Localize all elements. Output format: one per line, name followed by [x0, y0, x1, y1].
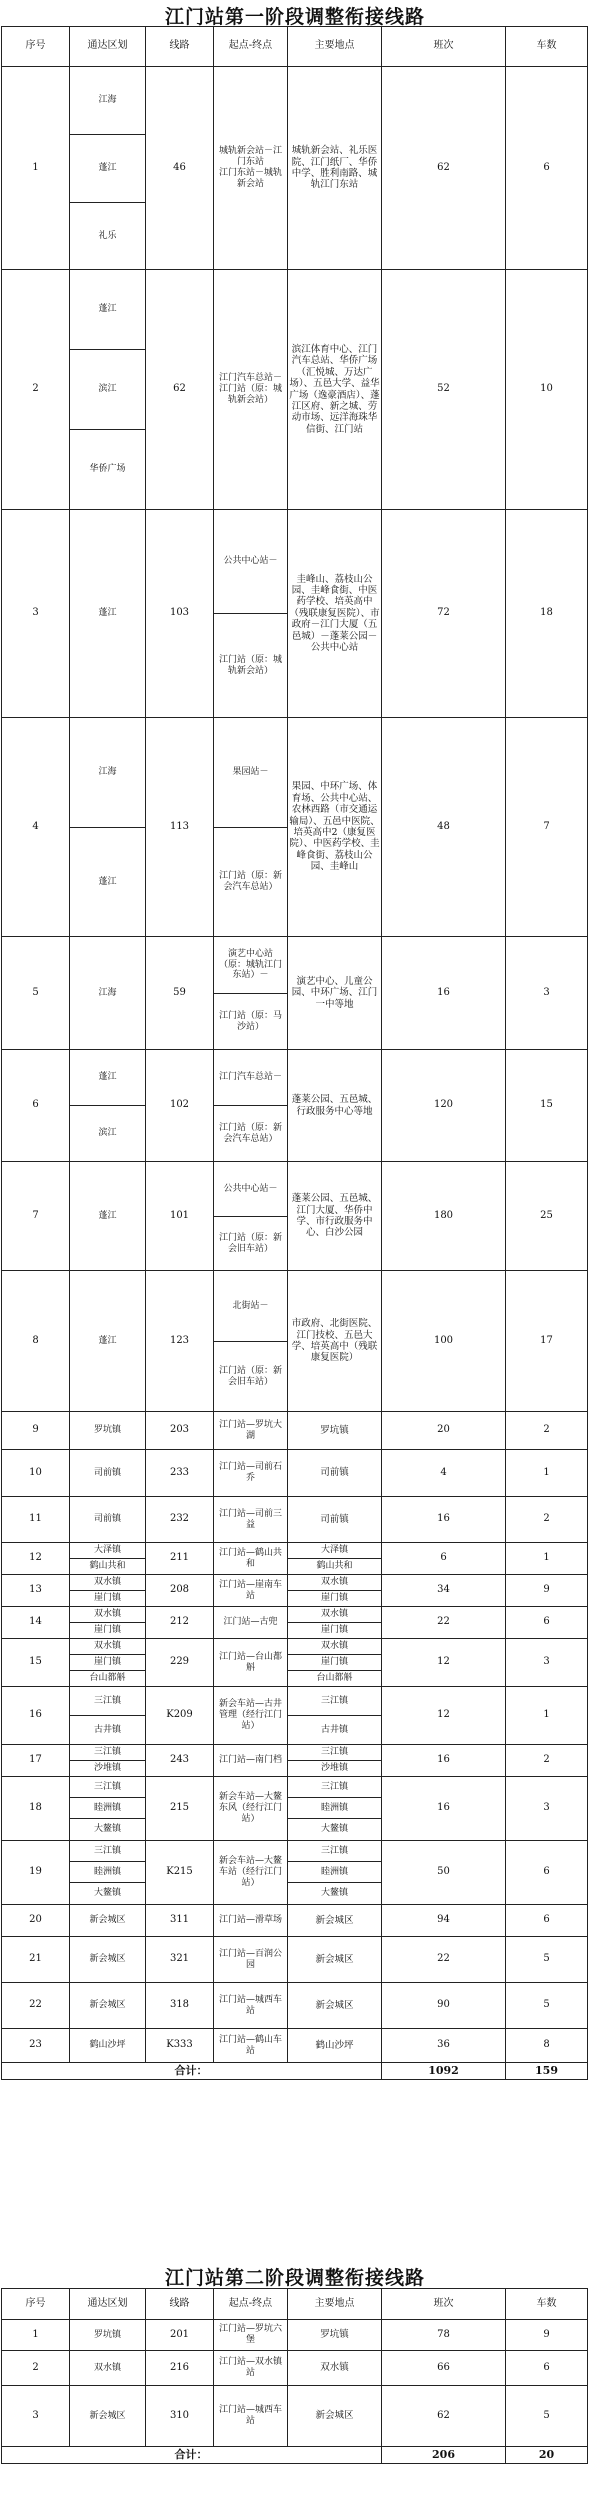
route-end: 江门站—南门档 — [218, 1755, 282, 1766]
table-row — [2, 510, 588, 614]
route-ends: 江门站（原：马沙站） — [214, 994, 288, 1050]
main-stops: 大鳌镇 — [288, 1883, 382, 1905]
route-end: 江门站—鹤山共和 — [218, 1547, 282, 1569]
line-number: 321 — [146, 1937, 214, 1983]
table-row — [2, 2351, 588, 2386]
main-stops: 鹤山沙坪 — [288, 2029, 382, 2063]
main-stops: 台山都斛 — [288, 1671, 382, 1687]
line-number: 215 — [146, 1777, 214, 1841]
area-cell: 华侨广场 — [70, 430, 146, 510]
area-cell: 睦洲镇 — [70, 1798, 146, 1819]
vehicle-count: 1 — [506, 1450, 588, 1497]
route-ends — [214, 1745, 288, 1777]
table-row — [2, 2386, 588, 2447]
route-end: 江门站—崖南车站 — [218, 1579, 282, 1601]
route-ends: 江门汽车总站－ — [214, 1050, 288, 1106]
line-number: 59 — [146, 937, 214, 1050]
vehicle-count: 17 — [506, 1271, 588, 1412]
line-number: 233 — [146, 1450, 214, 1497]
route-ends — [214, 270, 288, 510]
trips-count: 62 — [382, 67, 506, 270]
table-row — [2, 1497, 588, 1543]
table-row — [2, 1905, 588, 1937]
trips-count: 22 — [382, 1937, 506, 1983]
area-name: 蓬江 — [98, 1210, 117, 1221]
area-cell: 睦洲镇 — [70, 1862, 146, 1883]
trips-count: 120 — [382, 1050, 506, 1162]
vehicle-count: 3 — [506, 1639, 588, 1687]
table-row — [2, 2320, 588, 2351]
header-col-area: 通达区划 — [70, 27, 146, 67]
main-stops: 沙堆镇 — [288, 1761, 382, 1777]
trips-count: 16 — [382, 1777, 506, 1841]
total-trips: 206 — [382, 2447, 506, 2464]
area-cell: 鹤山沙坪 — [70, 2029, 146, 2063]
total-vehicles: 159 — [506, 2063, 588, 2080]
vehicle-count: 1 — [506, 1543, 588, 1575]
route-ends — [214, 1575, 288, 1607]
vehicle-count: 6 — [506, 2351, 588, 2386]
header-col-vehicles: 车数 — [506, 2289, 588, 2320]
area-cell: 崖门镇 — [70, 1623, 146, 1639]
main-stops: 双水镇 — [288, 1575, 382, 1591]
total-row — [2, 2063, 588, 2080]
vehicle-count: 3 — [506, 937, 588, 1050]
row-number: 22 — [2, 1983, 70, 2029]
area-cell: 沙堆镇 — [70, 1761, 146, 1777]
main-stops: 双水镇 — [288, 2351, 382, 2386]
trips-count: 78 — [382, 2320, 506, 2351]
table-row — [2, 1162, 588, 1217]
vehicle-count: 6 — [506, 1607, 588, 1639]
row-number: 1 — [2, 67, 70, 270]
table-row — [2, 1450, 588, 1497]
trips-count: 20 — [382, 1412, 506, 1450]
header-col-line: 线路 — [146, 2289, 214, 2320]
route-ends: 江门站—滑草场 — [214, 1905, 288, 1937]
header-col-stops: 主要地点 — [288, 2289, 382, 2320]
row-number: 4 — [2, 718, 70, 937]
row-number: 7 — [2, 1162, 70, 1271]
row-number: 18 — [2, 1777, 70, 1841]
main-stops: 市政府、北街医院、江门技校、五邑大学、培英高中（残联康复医院） — [288, 1271, 382, 1412]
line-number: 113 — [146, 718, 214, 937]
trips-count: 90 — [382, 1983, 506, 2029]
area-cell: 三江镇 — [70, 1687, 146, 1716]
table-row — [2, 67, 588, 135]
table1-header-row — [2, 27, 588, 67]
vehicle-count: 5 — [506, 1937, 588, 1983]
total-trips: 1092 — [382, 2063, 506, 2080]
trips-count: 48 — [382, 718, 506, 937]
main-stops: 果园、中环广场、体育场、公共中心站、农林西路（市交通运输局）、五邑中医院、培英高中2（康复医院）、中医药学校、圭峰食街、荔枝山公园、圭峰山 — [288, 718, 382, 937]
area-name: 蓬江 — [98, 608, 117, 619]
route-ends — [214, 1687, 288, 1745]
header-col-area: 通达区划 — [70, 2289, 146, 2320]
main-stops: 罗坑镇 — [288, 2320, 382, 2351]
area-cell: 罗坑镇 — [70, 1412, 146, 1450]
table-row — [2, 1271, 588, 1342]
main-stops: 滨江体育中心、江门汽车总站、华侨广场（汇悦城、万达广场）、五邑大学、益华广场（逸豪酒店）、蓬江区府、新之城、劳动市场、远洋海珠华信街、江门站 — [288, 270, 382, 510]
main-stops: 大泽镇 — [288, 1543, 382, 1559]
table-row — [2, 270, 588, 350]
line-number: 243 — [146, 1745, 214, 1777]
header-col-ends: 起点-终点 — [214, 2289, 288, 2320]
route-ends: 江门站—百润公园 — [214, 1937, 288, 1983]
trips-count: 62 — [382, 2386, 506, 2447]
main-stops: 三江镇 — [288, 1777, 382, 1798]
route-ends: 演艺中心站（原：城轨江门东站）－ — [214, 937, 288, 994]
table-row — [2, 1607, 588, 1623]
row-number: 12 — [2, 1543, 70, 1575]
row-number: 8 — [2, 1271, 70, 1412]
area-cell: 双水镇 — [70, 1607, 146, 1623]
vehicle-count: 2 — [506, 1497, 588, 1543]
route-end: 江门站—古兜 — [223, 1617, 278, 1628]
vehicle-count: 15 — [506, 1050, 588, 1162]
area-cell: 礼乐 — [70, 203, 146, 270]
main-stops: 双水镇 — [288, 1639, 382, 1655]
table-row — [2, 937, 588, 994]
route-ends: 北街站－ — [214, 1271, 288, 1342]
main-stops: 新会城区 — [288, 1905, 382, 1937]
table-row — [2, 1841, 588, 1862]
line-number: K333 — [146, 2029, 214, 2063]
table-row — [2, 1937, 588, 1983]
main-stops: 演艺中心、儿童公园、中环广场、江门一中等地 — [288, 937, 382, 1050]
total-vehicles: 20 — [506, 2447, 588, 2464]
route-end: 新会车站—大鳌车站（经行江门站） — [218, 1856, 282, 1888]
table-row — [2, 718, 588, 828]
route-ends: 江门站—城西车站 — [214, 1983, 288, 2029]
area-cell — [70, 1162, 146, 1271]
line-number: 203 — [146, 1412, 214, 1450]
line-number: 102 — [146, 1050, 214, 1162]
main-stops: 蓬莱公园、五邑城、行政服务中心等地 — [288, 1050, 382, 1162]
trips-count: 12 — [382, 1687, 506, 1745]
area-cell: 台山都斛 — [70, 1671, 146, 1687]
row-number: 2 — [2, 270, 70, 510]
total-label: 合计： — [2, 2063, 382, 2080]
trips-count: 52 — [382, 270, 506, 510]
main-stops: 新会城区 — [288, 1983, 382, 2029]
area-cell: 罗坑镇 — [70, 2320, 146, 2351]
table2 — [1, 2288, 588, 2464]
vehicle-count: 2 — [506, 1745, 588, 1777]
route-ends — [214, 67, 288, 270]
table2-title: 江门站第二阶段调整衔接线路 — [164, 2267, 425, 2289]
route-ends: 江门站（原：城轨新会站） — [214, 614, 288, 718]
area-cell: 蓬江 — [70, 135, 146, 203]
main-stops: 三江镇 — [288, 1745, 382, 1761]
trips-count: 36 — [382, 2029, 506, 2063]
trips-count: 72 — [382, 510, 506, 718]
vehicle-count: 7 — [506, 718, 588, 937]
route-end: 江门汽车总站－ — [218, 373, 282, 384]
route-ends: 江门站—罗坑大湖 — [214, 1412, 288, 1450]
area-cell: 蓬江 — [70, 270, 146, 350]
line-number: 101 — [146, 1162, 214, 1271]
area-cell: 崖门镇 — [70, 1591, 146, 1607]
route-ends: 公共中心站－ — [214, 510, 288, 614]
table-row — [2, 2029, 588, 2063]
line-number: 216 — [146, 2351, 214, 2386]
vehicle-count: 9 — [506, 2320, 588, 2351]
route-end: 江门站（原：城轨新会站） — [218, 384, 282, 405]
main-stops: 古井镇 — [288, 1716, 382, 1745]
table-row — [2, 1777, 588, 1798]
area-cell: 蓬江 — [70, 1050, 146, 1106]
trips-count: 94 — [382, 1905, 506, 1937]
main-stops: 三江镇 — [288, 1841, 382, 1862]
table2-header-row — [2, 2289, 588, 2320]
route-ends: 果园站－ — [214, 718, 288, 828]
route-ends: 江门站（原：新会旧车站） — [214, 1342, 288, 1412]
route-end: 城轨新会站－江门东站 — [218, 146, 282, 168]
row-number: 9 — [2, 1412, 70, 1450]
line-number: 212 — [146, 1607, 214, 1639]
area-cell: 崖门镇 — [70, 1655, 146, 1671]
table-row — [2, 1745, 588, 1761]
trips-count: 180 — [382, 1162, 506, 1271]
main-stops: 司前镇 — [288, 1497, 382, 1543]
row-number: 11 — [2, 1497, 70, 1543]
trips-count: 100 — [382, 1271, 506, 1412]
area-cell: 双水镇 — [70, 2351, 146, 2386]
table-row — [2, 1639, 588, 1655]
area-cell: 新会城区 — [70, 2386, 146, 2447]
main-stops: 三江镇 — [288, 1687, 382, 1716]
total-label: 合计： — [2, 2447, 382, 2464]
row-number: 21 — [2, 1937, 70, 1983]
area-cell: 三江镇 — [70, 1841, 146, 1862]
vehicle-count: 3 — [506, 1777, 588, 1841]
line-number: 232 — [146, 1497, 214, 1543]
row-number: 1 — [2, 2320, 70, 2351]
row-number: 16 — [2, 1687, 70, 1745]
table1-title: 江门站第一阶段调整衔接线路 — [164, 6, 425, 28]
row-number: 3 — [2, 2386, 70, 2447]
main-stops: 新会城区 — [288, 2386, 382, 2447]
route-ends: 江门站—罗坑六堡 — [214, 2320, 288, 2351]
line-number: 229 — [146, 1639, 214, 1687]
header-col-no: 序号 — [2, 2289, 70, 2320]
area-cell: 大泽镇 — [70, 1543, 146, 1559]
area-cell: 江海 — [70, 718, 146, 828]
main-stops: 睦洲镇 — [288, 1862, 382, 1883]
route-ends — [214, 1841, 288, 1905]
table-row — [2, 1575, 588, 1591]
route-ends: 江门站（原：新会汽车总站） — [214, 828, 288, 937]
trips-count: 66 — [382, 2351, 506, 2386]
area-cell: 双水镇 — [70, 1575, 146, 1591]
area-cell — [70, 937, 146, 1050]
vehicle-count: 6 — [506, 67, 588, 270]
table-row — [2, 1543, 588, 1559]
table-row — [2, 1687, 588, 1716]
row-number: 14 — [2, 1607, 70, 1639]
row-number: 5 — [2, 937, 70, 1050]
row-number: 20 — [2, 1905, 70, 1937]
route-end: 江门东站－城轨新会站 — [218, 168, 282, 189]
area-cell: 大鳌镇 — [70, 1883, 146, 1905]
route-ends: 江门站—司前石乔 — [214, 1450, 288, 1497]
vehicle-count: 8 — [506, 2029, 588, 2063]
line-number: 208 — [146, 1575, 214, 1607]
vehicle-count: 5 — [506, 1983, 588, 2029]
row-number: 17 — [2, 1745, 70, 1777]
row-number: 23 — [2, 2029, 70, 2063]
area-cell: 蓬江 — [70, 828, 146, 937]
trips-count: 16 — [382, 1745, 506, 1777]
area-name: 蓬江 — [98, 1335, 117, 1346]
vehicle-count: 9 — [506, 1575, 588, 1607]
route-ends: 江门站（原：新会汽车总站） — [214, 1106, 288, 1162]
line-number: 103 — [146, 510, 214, 718]
route-ends — [214, 1607, 288, 1639]
area-cell: 司前镇 — [70, 1497, 146, 1543]
area-cell: 江海 — [70, 67, 146, 135]
line-number: 201 — [146, 2320, 214, 2351]
line-number: 62 — [146, 270, 214, 510]
area-cell: 古井镇 — [70, 1716, 146, 1745]
main-stops: 鹤山共和 — [288, 1559, 382, 1575]
table-row — [2, 1412, 588, 1450]
area-cell: 滨江 — [70, 1106, 146, 1162]
header-col-ends: 起点-终点 — [214, 27, 288, 67]
area-cell: 滨江 — [70, 350, 146, 430]
area-cell: 新会城区 — [70, 1905, 146, 1937]
route-end: 江门站—台山都斛 — [218, 1651, 282, 1673]
row-number: 2 — [2, 2351, 70, 2386]
route-ends: 江门站—双水镇站 — [214, 2351, 288, 2386]
area-cell: 三江镇 — [70, 1777, 146, 1798]
area-cell — [70, 1271, 146, 1412]
row-number: 10 — [2, 1450, 70, 1497]
area-cell: 双水镇 — [70, 1639, 146, 1655]
route-ends: 江门站—城西车站 — [214, 2386, 288, 2447]
header-col-vehicles: 车数 — [506, 27, 588, 67]
main-stops: 崖门镇 — [288, 1591, 382, 1607]
main-stops: 崖门镇 — [288, 1623, 382, 1639]
trips-count: 22 — [382, 1607, 506, 1639]
trips-count: 34 — [382, 1575, 506, 1607]
header-col-trips: 班次 — [382, 27, 506, 67]
route-ends: 江门站—鹤山车站 — [214, 2029, 288, 2063]
area-cell: 鹤山共和 — [70, 1559, 146, 1575]
main-stops: 圭峰山、荔枝山公园、圭峰食街、中医药学校、培英高中（残联康复医院）、市政府－江门大厦（五邑城）－蓬莱公园－公共中心站 — [288, 510, 382, 718]
header-col-line: 线路 — [146, 27, 214, 67]
table-row — [2, 1983, 588, 2029]
header-col-no: 序号 — [2, 27, 70, 67]
row-number: 19 — [2, 1841, 70, 1905]
area-cell: 三江镇 — [70, 1745, 146, 1761]
row-number: 3 — [2, 510, 70, 718]
header-col-trips: 班次 — [382, 2289, 506, 2320]
trips-count: 16 — [382, 937, 506, 1050]
route-ends — [214, 1543, 288, 1575]
route-ends: 公共中心站－ — [214, 1162, 288, 1217]
route-end: 新会车站—古井管理（经行江门站） — [218, 1699, 282, 1731]
area-cell: 司前镇 — [70, 1450, 146, 1497]
area-cell: 新会城区 — [70, 1983, 146, 2029]
vehicle-count: 5 — [506, 2386, 588, 2447]
route-ends — [214, 1777, 288, 1841]
route-ends: 江门站—司前三益 — [214, 1497, 288, 1543]
route-end: 新会车站—大鳌东风（经行江门站） — [218, 1792, 282, 1824]
total-row — [2, 2447, 588, 2464]
line-number: 310 — [146, 2386, 214, 2447]
line-number: K215 — [146, 1841, 214, 1905]
line-number: 311 — [146, 1905, 214, 1937]
vehicle-count: 1 — [506, 1687, 588, 1745]
main-stops: 双水镇 — [288, 1607, 382, 1623]
line-number: 318 — [146, 1983, 214, 2029]
line-number: 211 — [146, 1543, 214, 1575]
header-col-stops: 主要地点 — [288, 27, 382, 67]
route-ends — [214, 1639, 288, 1687]
main-stops: 蓬莱公园、五邑城、江门大厦、华侨中学、市行政服务中心、白沙公园 — [288, 1162, 382, 1271]
trips-count: 6 — [382, 1543, 506, 1575]
line-number: 46 — [146, 67, 214, 270]
line-number: K209 — [146, 1687, 214, 1745]
vehicle-count: 6 — [506, 1841, 588, 1905]
area-name: 江海 — [98, 987, 117, 998]
row-number: 6 — [2, 1050, 70, 1162]
route-ends: 江门站（原：新会旧车站） — [214, 1217, 288, 1271]
main-stops: 司前镇 — [288, 1450, 382, 1497]
vehicle-count: 25 — [506, 1162, 588, 1271]
main-stops: 崖门镇 — [288, 1655, 382, 1671]
row-number: 15 — [2, 1639, 70, 1687]
trips-count: 4 — [382, 1450, 506, 1497]
vehicle-count: 10 — [506, 270, 588, 510]
vehicle-count: 18 — [506, 510, 588, 718]
main-stops: 睦洲镇 — [288, 1798, 382, 1819]
area-cell: 大鳌镇 — [70, 1819, 146, 1841]
vehicle-count: 6 — [506, 1905, 588, 1937]
trips-count: 12 — [382, 1639, 506, 1687]
trips-count: 50 — [382, 1841, 506, 1905]
main-stops: 新会城区 — [288, 1937, 382, 1983]
trips-count: 16 — [382, 1497, 506, 1543]
row-number: 13 — [2, 1575, 70, 1607]
table1 — [1, 26, 588, 2080]
main-stops: 城轨新会站、礼乐医院、江门纸厂、华侨中学、胜利南路、城轨江门东站 — [288, 67, 382, 270]
area-cell: 新会城区 — [70, 1937, 146, 1983]
main-stops: 大鳌镇 — [288, 1819, 382, 1841]
table-row — [2, 1050, 588, 1106]
line-number: 123 — [146, 1271, 214, 1412]
area-cell — [70, 510, 146, 718]
vehicle-count: 2 — [506, 1412, 588, 1450]
main-stops: 罗坑镇 — [288, 1412, 382, 1450]
